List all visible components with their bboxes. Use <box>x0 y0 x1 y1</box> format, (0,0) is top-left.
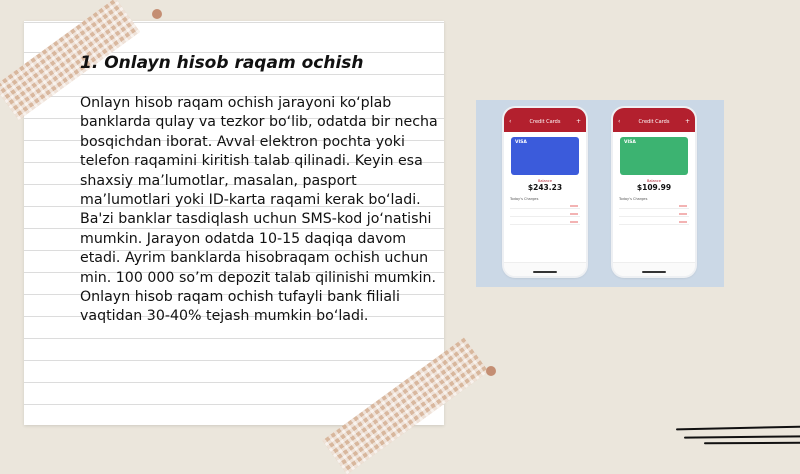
back-arrow-icon: ‹ <box>618 118 621 125</box>
plus-icon: + <box>575 118 581 125</box>
charges-section-title: Today's Charges <box>510 197 539 201</box>
pin-dot-bottom <box>486 366 496 376</box>
decorative-line <box>676 426 800 431</box>
list-item <box>510 208 580 209</box>
plus-icon: + <box>684 118 690 125</box>
app-header <box>504 108 586 132</box>
list-item <box>619 224 689 225</box>
phone-screen-2 <box>613 108 695 276</box>
home-indicator <box>533 271 557 273</box>
slide-title: 1. Onlayn hisob raqam ochish <box>80 53 364 73</box>
balance-value: $109.99 <box>636 183 672 192</box>
balance-value: $243.23 <box>527 183 563 192</box>
balance-label: Balance <box>538 179 552 183</box>
pin-dot-top <box>152 9 162 19</box>
home-indicator <box>642 271 666 273</box>
back-arrow-icon: ‹ <box>509 118 512 125</box>
phone-screen-1 <box>504 108 586 276</box>
decorative-line <box>684 435 800 438</box>
phone-mockup-image <box>476 100 724 287</box>
app-header-title: Credit Cards <box>638 119 670 125</box>
list-item <box>510 224 580 225</box>
tab-bar <box>613 262 695 276</box>
card-brand: VISA <box>515 140 527 145</box>
list-item <box>619 216 689 217</box>
credit-card <box>511 137 579 175</box>
card-brand: VISA <box>624 140 636 145</box>
list-item <box>510 216 580 217</box>
balance-label: Balance <box>647 179 661 183</box>
tab-bar <box>504 262 586 276</box>
app-header-title: Credit Cards <box>529 119 561 125</box>
charges-section-title: Today's Charges <box>619 197 648 201</box>
app-header <box>613 108 695 132</box>
slide-body-text: Onlayn hisob raqam ochish jarayoni ko‘plab banklarda qulay va tezkor bo‘lib, odatda bir necha bosqichdan iborat. Avval elektron pochta yoki telefon raqamini kiritish talab qilinadi. Keyin esa shaxsiy ma’lumotlar, masalan, pasport ma’lumotlari yoki ID-karta raqami kerak bo‘ladi. Ba'zi banklar tasdiqlash uchun SMS-kod jo‘natishi mumkin. Jarayon odatda 10-15 daqiqa davom etadi. Ayrim banklarda hisobraqam ochish uchun min. 100 000 so’m depozit talab qilinishi mumkin. Onlayn hisob raqam ochish tufayli bank filiali vaqtidan 30-40% tejash mumkin bo‘ladi. <box>80 95 438 325</box>
decorative-line <box>704 442 800 445</box>
credit-card <box>620 137 688 175</box>
list-item <box>619 208 689 209</box>
